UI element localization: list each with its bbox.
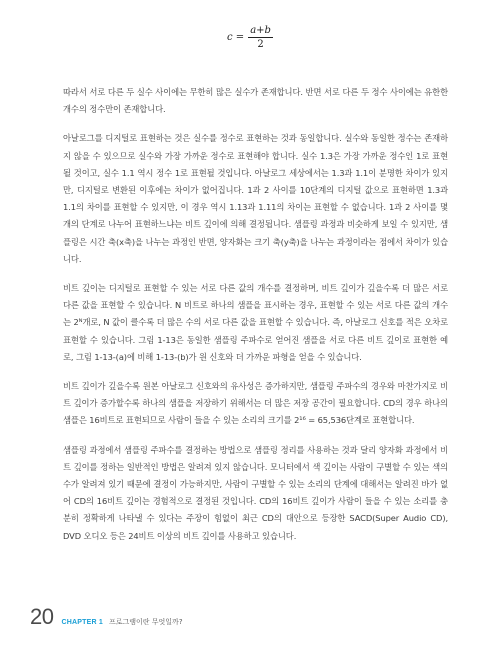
chapter-label: CHAPTER 1 xyxy=(61,619,103,626)
paragraph-2: 아날로그를 디지털로 표현하는 것은 실수를 정수로 표현하는 것과 동일합니다. 실수와 동일한 정수는 존재하지 않을 수 있으므로 실수와 가장 가까운 정수로 표현해야 합니다. 실수 1.3은 가장 가까운 정수인 1로 표현될 것이고, 실수 1.1 역시 정수 1로 표현될 것입니다. 아날로그 세상에서는 1.3과 1.1이 분명한 차이가 있지만, 디지털로 변환된 이후에는 차이가 없어집니다. 1과 2 사이를 10단계의 디지털 값으로 표현하면 1.3과 1.1의 차이를 표현할 수 있지만, 이 경우 역시 1.13과 1.11의 차이는 표현할 수 없습니다. 1과 2 사이를 몇 개의 단계로 나누어 표현하느냐는 비트 깊이에 의해 결정됩니다. 샘플링 과정과 비슷하게 보일 수 있지만, 샘플링은 시간 축(x축)을 나누는 과정인 반면, 양자화는 크기 축(y축)을 나누는 과정이라는 점에서 차이가 있습니다. xyxy=(63,133,448,264)
body-text xyxy=(63,84,448,557)
paragraph-5: 샘플링 과정에서 샘플링 주파수를 결정하는 방법으로 샘플링 정리를 사용하는 것과 달리 양자화 과정에서 비트 깊이를 정하는 일반적인 방법은 알려져 있지 않습니다. 모니터에서 색 깊이는 사람이 구별할 수 있는 색의 수가 알려져 있기 때문에 결정이 가능하지만, 사람이 구별할 수 있는 소리의 단계에 대해서는 알려진 바가 없어 CD의 16비트 깊이는 경험적으로 결정된 것입니다. CD의 16비트 깊이가 사람이 들을 수 있는 소리를 충분히 정확하게 나타낼 수 있다는 주장이 힘없이 최근 CD의 대안으로 등장한 SACD(Super Audio CD), DVD 오디오 등은 24비트 이상의 비트 깊이를 사용하고 있습니다. xyxy=(63,444,448,541)
paragraph-4: 비트 깊이가 깊을수록 원본 아날로그 신호와의 유사성은 증가하지만, 샘플링 주파수의 경우와 마찬가지로 비트 깊이가 증가할수록 하나의 샘플을 저장하기 위해서는 더 많은 저장 공간이 필요합니다. CD의 경우 하나의 샘플은 16비트로 표현되므로 사람이 들을 수 있는 소리의 크기를 2¹⁶ = 65,536단계로 표현합니다. xyxy=(63,381,448,426)
page-number: 20 xyxy=(30,604,54,629)
formula-lhs: c = xyxy=(227,31,245,43)
chapter-title: 프로그램이란 무엇일까? xyxy=(108,618,183,626)
paragraph-1: 따라서 서로 다른 두 실수 사이에는 무한히 많은 실수가 존재합니다. 반면 서로 다른 두 정수 사이에는 유한한 개수의 정수만이 존재합니다. xyxy=(63,87,448,115)
formula-denominator: 2 xyxy=(257,38,264,50)
formula-fraction xyxy=(248,25,273,50)
paragraph-3: 비트 깊이는 디지털로 표현할 수 있는 서로 다른 값의 개수를 결정하며, 비트 깊이가 깊을수록 더 많은 서로 다른 값을 표현할 수 있습니다. N 비트로 하나의 샘플을 표시하는 경우, 표현할 수 있는 서로 다른 값의 개수는 2ᴺ개로, N 값이 클수록 더 많은 수의 서로 다른 값을 표현할 수 있습니다. 즉, 아날로그 신호를 적은 오차로 표현할 수 있습니다. 그림 1-13은 동일한 샘플링 주파수로 얻어진 샘플을 서로 다른 비트 깊이로 표현한 예로, 그림 1-13-(a)에 비해 1-13-(b)가 원 신호와 더 가까운 파형을 얻을 수 있습니다. xyxy=(63,283,448,362)
formula-numerator: a+b xyxy=(250,24,271,36)
page-footer xyxy=(30,604,183,630)
midpoint-formula xyxy=(0,22,500,52)
